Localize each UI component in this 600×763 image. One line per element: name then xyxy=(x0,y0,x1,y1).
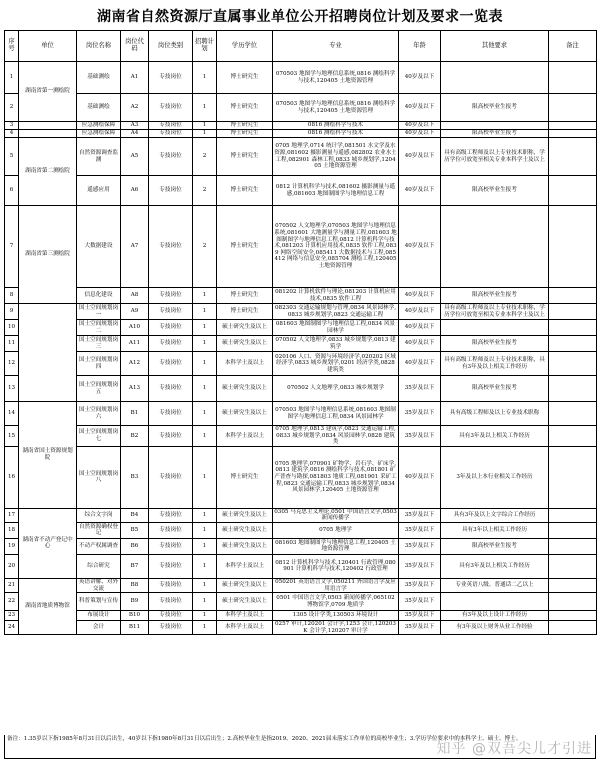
cell-code: B10 xyxy=(121,611,149,621)
cell-unit: 湖南省第二测绘院 xyxy=(19,138,77,206)
cell-major: 1305 设计学类,130503 环境设计 xyxy=(273,611,399,621)
column-header: 其他要求 xyxy=(441,31,549,62)
cell-major: 0705 地理学,070901 矿物学、岩石学、矿床学,0813 建筑学,0816 测绘科学与技术,081801 矿产普查与勘探,081803 地质工程,081901 采矿工程,0823 交通运输工程,0833 城乡规划学,0834 风景园林学,120405 土地资源管理 xyxy=(273,446,399,508)
cell-education: 博士研究生 xyxy=(217,446,273,508)
cell-other: 限高校毕业生报考 xyxy=(441,538,549,554)
cell-plan: 1 xyxy=(193,402,217,426)
cell-code: A5 xyxy=(121,138,149,176)
cell-note xyxy=(549,288,597,304)
column-header: 学历学位 xyxy=(217,31,273,62)
cell-education: 博士研究生 xyxy=(217,206,273,288)
cell-index: 7 xyxy=(5,206,19,288)
cell-code: A2 xyxy=(121,94,149,122)
cell-code: A4 xyxy=(121,130,149,138)
recruitment-table xyxy=(4,30,597,635)
cell-age: 40岁及以下 xyxy=(399,130,441,138)
cell-category: 专技岗位 xyxy=(149,130,193,138)
column-header: 岗位代码 xyxy=(121,31,149,62)
cell-major: 070503 地图学与地理信息系统,081603 地图制图学与地理信息工程,0834 风景园林学 xyxy=(273,402,399,426)
cell-major: 070502 人文地理学,0833 城乡规划学,0813 建筑学 xyxy=(273,336,399,352)
cell-code: A6 xyxy=(121,176,149,206)
cell-age: 40岁及以下 xyxy=(399,176,441,206)
cell-age: 40岁及以下 xyxy=(399,94,441,122)
table-row xyxy=(5,130,597,138)
cell-major: 082303 交通运输规划与管理,0834 风景园林学,0833 城乡规划学,0823 交通运输工程 xyxy=(273,304,399,320)
table-row xyxy=(5,94,597,122)
cell-age: 40岁及以下 xyxy=(399,62,441,94)
cell-plan: 1 xyxy=(193,122,217,130)
cell-note xyxy=(549,593,597,611)
table-row xyxy=(5,320,597,336)
cell-note xyxy=(549,62,597,94)
cell-age: 35岁及以下 xyxy=(399,621,441,635)
cell-other: 限高校毕业生报考 xyxy=(441,176,549,206)
cell-index: 1 xyxy=(5,62,19,94)
cell-other: 限高校毕业生报考 xyxy=(441,288,549,304)
cell-other: 具有3年以上相关工作经历 xyxy=(441,522,549,538)
cell-post: 国土空间规划岗六 xyxy=(77,402,121,426)
cell-index: 22 xyxy=(5,593,19,611)
cell-education: 硕士研究生及以上 xyxy=(217,593,273,611)
cell-index: 18 xyxy=(5,522,19,538)
cell-plan: 1 xyxy=(193,426,217,447)
cell-education: 博士研究生 xyxy=(217,122,273,130)
cell-category: 专技岗位 xyxy=(149,206,193,288)
cell-education: 硕士研究生及以上 xyxy=(217,320,273,336)
cell-major: 070502 人文地理学,0833 城乡规划学 xyxy=(273,376,399,402)
cell-education: 博士研究生 xyxy=(217,304,273,320)
cell-plan: 1 xyxy=(193,508,217,522)
cell-code: A9 xyxy=(121,304,149,320)
cell-age: 35岁及以下 xyxy=(399,578,441,592)
cell-education: 硕士研究生及以上 xyxy=(217,508,273,522)
cell-index: 15 xyxy=(5,426,19,447)
cell-unit: 湖南省地质博物馆 xyxy=(19,578,77,634)
cell-unit: 湖南省不动产登记中心 xyxy=(19,508,77,578)
cell-unit xyxy=(19,304,77,402)
cell-age: 40岁及以下 xyxy=(399,122,441,130)
cell-post: 综合研究 xyxy=(77,554,121,578)
column-header: 岗位名称 xyxy=(77,31,121,62)
cell-unit: 湖南省第一测绘院 xyxy=(19,62,77,122)
cell-code: B2 xyxy=(121,426,149,447)
cell-major: 0257 审计,120201 会计学,1253 会计,120203K 会计学,120207 审计学 xyxy=(273,621,399,635)
cell-plan: 2 xyxy=(193,176,217,206)
table-header-row xyxy=(5,31,597,62)
cell-code: A8 xyxy=(121,288,149,304)
cell-major: 020106 人口、资源与环境经济学,020202 区域经济学,0833 城乡规划学,0201 经济学类,0828 建筑类 xyxy=(273,352,399,376)
cell-category: 专技岗位 xyxy=(149,288,193,304)
cell-category: 专技岗位 xyxy=(149,320,193,336)
cell-other: 具有高级工程师及以上专业技术职称，具有3年及以上相关工作经历 xyxy=(441,352,549,376)
table-row xyxy=(5,288,597,304)
cell-note xyxy=(549,508,597,522)
cell-age: 35岁及以下 xyxy=(399,508,441,522)
cell-major: 0705 地理学,0714 统计学,081501 水文学及水资源,081602 摄影测量与遥感,082802 农业水土工程,082901 森林工程,0833 城乡规划学,120405 土地资源管理 xyxy=(273,138,399,176)
cell-post: 遥感应用 xyxy=(77,176,121,206)
cell-education: 本科学士及以上 xyxy=(217,611,273,621)
cell-plan: 2 xyxy=(193,138,217,176)
cell-major: 081603 地图制图学与地理信息工程,120405 土地资源管理 xyxy=(273,538,399,554)
cell-code: A7 xyxy=(121,206,149,288)
cell-plan: 1 xyxy=(193,304,217,320)
cell-education: 本科学士及以上 xyxy=(217,426,273,447)
table-row xyxy=(5,508,597,522)
cell-note xyxy=(549,176,597,206)
cell-index: 10 xyxy=(5,320,19,336)
cell-code: B4 xyxy=(121,508,149,522)
cell-other: 具有3年及以上文字综合工作经历 xyxy=(441,508,549,522)
table-row xyxy=(5,352,597,376)
cell-education: 本科学士及以上 xyxy=(217,554,273,578)
cell-major: 0812 计算机科学与技术,120401 行政管理,080901 计算机科学与技术,120402 行政管理 xyxy=(273,554,399,578)
cell-age: 40岁及以下 xyxy=(399,304,441,320)
cell-code: B9 xyxy=(121,593,149,611)
cell-other: 有3年及以上财务从业工作经验 xyxy=(441,621,549,635)
cell-other xyxy=(441,593,549,611)
table-row xyxy=(5,446,597,508)
column-header: 招聘计划 xyxy=(193,31,217,62)
cell-index: 20 xyxy=(5,554,19,578)
cell-category: 专技岗位 xyxy=(149,336,193,352)
cell-major: 0816 测绘科学与技术 xyxy=(273,130,399,138)
cell-post: 应急测绘保障 xyxy=(77,122,121,130)
cell-category: 专技岗位 xyxy=(149,593,193,611)
cell-code: A1 xyxy=(121,62,149,94)
cell-category: 专技岗位 xyxy=(149,304,193,320)
cell-note xyxy=(549,538,597,554)
cell-code: A11 xyxy=(121,336,149,352)
cell-category: 专技岗位 xyxy=(149,376,193,402)
cell-plan: 1 xyxy=(193,94,217,122)
cell-major: 070503 地图学与地理信息系统,0816 测绘科学与技术,120405 土地资源管理 xyxy=(273,62,399,94)
cell-major: 081202 计算机软件与理论,081203 计算机应用技术,0835 软件工程 xyxy=(273,288,399,304)
cell-plan: 1 xyxy=(193,320,217,336)
cell-category: 专技岗位 xyxy=(149,426,193,447)
cell-index: 16 xyxy=(5,446,19,508)
cell-plan: 1 xyxy=(193,62,217,94)
cell-other: 限高校毕业生报考 xyxy=(441,130,549,138)
cell-post: 布展设计 xyxy=(77,611,121,621)
cell-index: 8 xyxy=(5,288,19,304)
cell-post: 科普策划与宣传 xyxy=(77,593,121,611)
cell-category: 专技岗位 xyxy=(149,508,193,522)
cell-category: 专技岗位 xyxy=(149,522,193,538)
cell-note xyxy=(549,426,597,447)
cell-post: 不动产权属调查 xyxy=(77,538,121,554)
cell-other: 限高校毕业生报考 xyxy=(441,94,549,122)
cell-category: 专技岗位 xyxy=(149,62,193,94)
cell-post: 国土空间规划岗七 xyxy=(77,426,121,447)
cell-age: 40岁及以下 xyxy=(399,320,441,336)
cell-other xyxy=(441,320,549,336)
cell-age: 35岁及以下 xyxy=(399,402,441,426)
cell-post: 大数据建设 xyxy=(77,206,121,288)
cell-education: 硕士研究生及以上 xyxy=(217,336,273,352)
cell-index: 2 xyxy=(5,94,19,122)
cell-note xyxy=(549,130,597,138)
cell-post: 应急测绘保障 xyxy=(77,130,121,138)
cell-category: 专技岗位 xyxy=(149,621,193,635)
cell-note xyxy=(549,554,597,578)
column-header: 年龄 xyxy=(399,31,441,62)
cell-code: B11 xyxy=(121,621,149,635)
cell-other: 有3年及以上设计工作经历 xyxy=(441,611,549,621)
cell-education: 博士研究生 xyxy=(217,138,273,176)
cell-index: 6 xyxy=(5,176,19,206)
cell-education: 博士研究生 xyxy=(217,94,273,122)
table-row xyxy=(5,402,597,426)
page-title: 湖南省自然资源厅直属事业单位公开招聘岗位计划及要求一览表 xyxy=(97,9,503,25)
cell-education: 硕士研究生及以上 xyxy=(217,402,273,426)
cell-plan: 1 xyxy=(193,522,217,538)
cell-education: 本科学士及以上 xyxy=(217,621,273,635)
cell-category: 专技岗位 xyxy=(149,138,193,176)
cell-education: 硕士研究生及以上 xyxy=(217,538,273,554)
cell-other: 限高校毕业生报考 xyxy=(441,376,549,402)
cell-category: 专技岗位 xyxy=(149,94,193,122)
cell-plan: 1 xyxy=(193,130,217,138)
cell-post: 国土空间规划岗五 xyxy=(77,376,121,402)
table-row xyxy=(5,554,597,578)
cell-code: B5 xyxy=(121,522,149,538)
cell-plan: 1 xyxy=(193,288,217,304)
cell-note xyxy=(549,304,597,320)
cell-other: 具有3年及以上相关工作经历 xyxy=(441,554,549,578)
cell-education: 硕士研究生及以上 xyxy=(217,522,273,538)
cell-post: 国土空间规划岗八 xyxy=(77,446,121,508)
cell-code: A10 xyxy=(121,320,149,336)
cell-unit xyxy=(19,122,77,130)
cell-other: 具有3年及以上相关工作经历 xyxy=(441,426,549,447)
table-row xyxy=(5,621,597,635)
cell-index: 9 xyxy=(5,304,19,320)
table-row xyxy=(5,138,597,176)
column-header: 单位 xyxy=(19,31,77,62)
cell-note xyxy=(549,611,597,621)
cell-post: 会计 xyxy=(77,621,121,635)
footer-note: 备注：1.35岁以下指1985年8月31日以后出生，40岁以下指1980年8月31日以后出生；2.高校毕业生是指2019、2020、2021届未落实工作单位的高校毕业生；3.学历学位要求中的本科学士、硕士、博士。 xyxy=(4,735,596,759)
cell-note xyxy=(549,578,597,592)
cell-age: 35岁及以下 xyxy=(399,538,441,554)
cell-index: 3 xyxy=(5,122,19,130)
cell-code: B7 xyxy=(121,554,149,578)
cell-age: 40岁及以下 xyxy=(399,336,441,352)
cell-code: B6 xyxy=(121,538,149,554)
table-row xyxy=(5,176,597,206)
cell-index: 23 xyxy=(5,611,19,621)
column-header: 岗位类别 xyxy=(149,31,193,62)
cell-category: 专技岗位 xyxy=(149,554,193,578)
table-row xyxy=(5,538,597,554)
cell-other: 具有高级工程师及以上专业技术职称，学历学位可放宽至相关专业本科学士及以上 xyxy=(441,138,549,176)
cell-index: 4 xyxy=(5,130,19,138)
cell-education: 硕士研究生及以上 xyxy=(217,376,273,402)
cell-note xyxy=(549,138,597,176)
cell-other: 专业英语八级、普通话二乙以上 xyxy=(441,578,549,592)
cell-other: 限高校毕业生报考 xyxy=(441,336,549,352)
cell-unit: 湖南省第三测绘院 xyxy=(19,206,77,304)
cell-code: B8 xyxy=(121,578,149,592)
cell-major: 081603 地图制图学与地理信息工程,0834 风景园林学 xyxy=(273,320,399,336)
table-row xyxy=(5,376,597,402)
cell-age: 40岁及以下 xyxy=(399,446,441,508)
cell-category: 专技岗位 xyxy=(149,578,193,592)
table-row xyxy=(5,122,597,130)
cell-major: 0305 马克思主义理论,0501 中国语言文学,0503 新闻传播学 xyxy=(274,508,397,522)
cell-major: 0816 测绘科学与技术 xyxy=(273,122,399,130)
cell-plan: 1 xyxy=(193,538,217,554)
table-row xyxy=(5,62,597,94)
cell-index: 14 xyxy=(5,402,19,426)
cell-plan: 1 xyxy=(193,352,217,376)
cell-note xyxy=(549,402,597,426)
cell-major: 0812 计算机科学与技术,081602 摄影测量与遥感,081603 地图制图学与地理信息工程 xyxy=(273,176,399,206)
cell-category: 专技岗位 xyxy=(149,122,193,130)
cell-post: 英语讲解、对外交流 xyxy=(77,578,121,592)
cell-education: 博士研究生 xyxy=(217,176,273,206)
cell-age: 35岁及以下 xyxy=(399,554,441,578)
cell-other xyxy=(441,122,549,130)
cell-note xyxy=(549,122,597,130)
table-body xyxy=(5,62,597,635)
cell-age: 35岁及以下 xyxy=(399,426,441,447)
cell-category: 专技岗位 xyxy=(149,352,193,376)
cell-age: 40岁及以下 xyxy=(399,352,441,376)
cell-post: 国土空间规划岗二 xyxy=(77,320,121,336)
cell-major: 0501 中国语言文学,0503 新闻传播学,065102 博物馆学,0709 地质学 xyxy=(273,593,399,611)
table-row xyxy=(5,336,597,352)
cell-note xyxy=(549,336,597,352)
cell-major: 0705 地理学,0813 建筑学,0823 交通运输工程,0833 城乡规划学,0834 风景园林学,0828 建筑类 xyxy=(273,426,399,447)
cell-note xyxy=(549,94,597,122)
cell-note xyxy=(549,320,597,336)
cell-age: 35岁及以下 xyxy=(399,593,441,611)
cell-plan: 1 xyxy=(193,554,217,578)
cell-index: 13 xyxy=(5,376,19,402)
cell-post: 自然资源调查监测 xyxy=(77,138,121,176)
cell-index: 11 xyxy=(5,336,19,352)
cell-other: 3年及以上本行业相关工作经历 xyxy=(441,446,549,508)
cell-plan: 1 xyxy=(193,621,217,635)
cell-major: 050201 英语语言文学,050211 外国语言学及应用语言学 xyxy=(273,578,399,592)
cell-unit xyxy=(19,130,77,138)
cell-category: 专技岗位 xyxy=(149,176,193,206)
cell-major: 070503 地图学与地理信息系统,0816 测绘科学与技术,120405 土地资源管理 xyxy=(273,94,399,122)
cell-post: 综合文字岗 xyxy=(77,508,121,522)
cell-post: 国土空间规划岗三 xyxy=(77,336,121,352)
cell-other xyxy=(441,62,549,94)
cell-age: 35岁及以下 xyxy=(399,522,441,538)
cell-note xyxy=(549,352,597,376)
cell-post: 基础测绘 xyxy=(77,94,121,122)
cell-code: B3 xyxy=(121,446,149,508)
cell-age: 35岁及以下 xyxy=(399,611,441,621)
cell-other xyxy=(441,206,549,288)
cell-code: A13 xyxy=(121,376,149,402)
column-header: 备注 xyxy=(549,31,597,62)
cell-other: 具有高级工程师及以上专业技术职称 xyxy=(441,402,549,426)
cell-plan: 1 xyxy=(193,446,217,508)
cell-plan: 1 xyxy=(193,376,217,402)
cell-plan: 2 xyxy=(193,206,217,288)
cell-code: A3 xyxy=(121,122,149,130)
cell-unit: 湖南省国土资源规划院 xyxy=(19,402,77,509)
cell-code: A12 xyxy=(121,352,149,376)
cell-index: 19 xyxy=(5,538,19,554)
cell-education: 博士研究生 xyxy=(217,130,273,138)
table-row xyxy=(5,206,597,288)
cell-plan: 1 xyxy=(193,336,217,352)
cell-major: 0705 地理学 xyxy=(273,522,399,538)
cell-code: B1 xyxy=(121,402,149,426)
cell-category: 专技岗位 xyxy=(149,446,193,508)
cell-note xyxy=(549,522,597,538)
table-row xyxy=(5,611,597,621)
cell-post: 国土空间规划岗四 xyxy=(77,352,121,376)
cell-index: 24 xyxy=(5,621,19,635)
watermark: 知乎 @双吾尖儿才引进 xyxy=(436,741,592,757)
cell-other: 具有高级工程师及以上专业技术职称，学历学位可放宽至相关专业本科学士及以上 xyxy=(441,304,549,320)
table-row xyxy=(5,426,597,447)
cell-note xyxy=(549,376,597,402)
cell-education: 博士研究生 xyxy=(217,288,273,304)
column-header: 专业 xyxy=(273,31,399,62)
table-row xyxy=(5,578,597,592)
cell-index: 5 xyxy=(5,138,19,176)
cell-age: 40岁及以下 xyxy=(399,138,441,176)
cell-post: 自然资源确权登记 xyxy=(77,522,121,538)
cell-note xyxy=(549,446,597,508)
cell-index: 12 xyxy=(5,352,19,376)
cell-note xyxy=(549,621,597,635)
cell-post: 国土空间规划岗一 xyxy=(77,304,121,320)
cell-education: 本科学士及以上 xyxy=(217,352,273,376)
cell-age: 35岁及以下 xyxy=(399,376,441,402)
cell-category: 专技岗位 xyxy=(149,611,193,621)
table-row xyxy=(5,522,597,538)
cell-index: 21 xyxy=(5,578,19,592)
cell-post: 基础测绘 xyxy=(77,62,121,94)
cell-age: 40岁及以下 xyxy=(399,288,441,304)
cell-plan: 1 xyxy=(193,611,217,621)
table-row xyxy=(5,304,597,320)
column-header: 序号 xyxy=(5,31,19,62)
cell-category: 专技岗位 xyxy=(149,538,193,554)
cell-category: 专技岗位 xyxy=(149,402,193,426)
cell-plan: 1 xyxy=(193,578,217,592)
cell-major: 070502 人文地理学,070503 地图学与地理信息系统,081601 大地测量学与测量工程,081603 地图制图学与地理信息工程,0812 计算机科学与技术,081203 计算机应用技术,0835 软件工程,0839 网络空间安全,085411 大数据技术与工程,085412 网络与信息安全,085704 测绘工程,120405 土地资源管理 xyxy=(273,206,399,288)
cell-post: 信息化建设 xyxy=(77,288,121,304)
cell-plan: 1 xyxy=(193,593,217,611)
cell-note xyxy=(549,206,597,288)
cell-education: 硕士研究生及以上 xyxy=(217,578,273,592)
cell-age: 40岁及以下 xyxy=(399,206,441,288)
cell-education: 博士研究生 xyxy=(217,62,273,94)
cell-index: 17 xyxy=(5,508,19,522)
table-row xyxy=(5,593,597,611)
